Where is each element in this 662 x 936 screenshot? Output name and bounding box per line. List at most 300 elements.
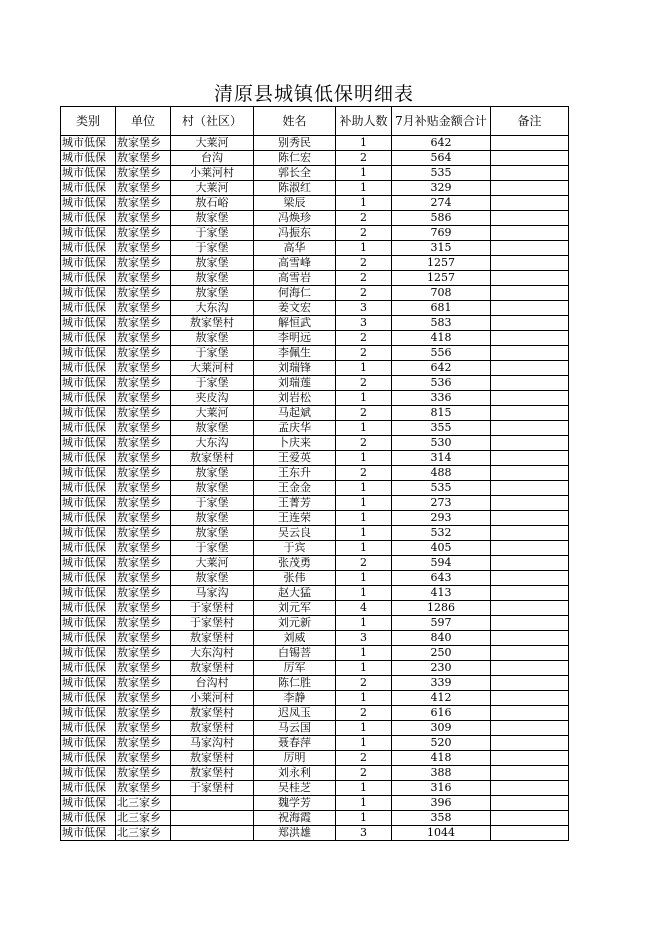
table-row [61, 526, 569, 541]
data-table [60, 106, 569, 841]
cell-remarks [491, 391, 569, 406]
table-row [61, 691, 569, 706]
cell-name: 吴云良 [254, 526, 336, 541]
cell-amount: 586 [392, 211, 491, 226]
cell-count: 1 [336, 811, 392, 826]
cell-name: 王连荣 [254, 511, 336, 526]
cell-name: 孟庆华 [254, 421, 336, 436]
cell-village: 大东沟村 [171, 646, 254, 661]
cell-unit: 敖家堡乡 [116, 226, 171, 241]
cell-unit: 敖家堡乡 [116, 151, 171, 166]
cell-village [171, 811, 254, 826]
cell-count: 3 [336, 316, 392, 331]
cell-name: 厉明 [254, 751, 336, 766]
table-row [61, 616, 569, 631]
cell-unit: 敖家堡乡 [116, 781, 171, 796]
cell-count: 1 [336, 196, 392, 211]
cell-count: 1 [336, 496, 392, 511]
cell-remarks [491, 211, 569, 226]
cell-unit: 敖家堡乡 [116, 466, 171, 481]
cell-village: 马家沟村 [171, 736, 254, 751]
cell-category: 城市低保 [61, 286, 116, 301]
table-row [61, 736, 569, 751]
cell-unit: 敖家堡乡 [116, 541, 171, 556]
cell-category: 城市低保 [61, 451, 116, 466]
cell-remarks [491, 196, 569, 211]
table-row [61, 181, 569, 196]
table-row [61, 751, 569, 766]
cell-unit: 敖家堡乡 [116, 736, 171, 751]
cell-unit: 敖家堡乡 [116, 721, 171, 736]
cell-amount: 418 [392, 751, 491, 766]
cell-unit: 敖家堡乡 [116, 676, 171, 691]
cell-amount: 488 [392, 466, 491, 481]
cell-name: 赵大猛 [254, 586, 336, 601]
cell-remarks [491, 271, 569, 286]
table-row [61, 226, 569, 241]
cell-amount: 412 [392, 691, 491, 706]
cell-remarks [491, 616, 569, 631]
cell-village: 敖家堡村 [171, 721, 254, 736]
cell-amount: 520 [392, 736, 491, 751]
cell-village: 敖家堡村 [171, 451, 254, 466]
cell-remarks [491, 766, 569, 781]
cell-village: 敖家堡村 [171, 706, 254, 721]
cell-remarks [491, 511, 569, 526]
cell-category: 城市低保 [61, 406, 116, 421]
cell-name: 李静 [254, 691, 336, 706]
cell-category: 城市低保 [61, 166, 116, 181]
table-row [61, 406, 569, 421]
table-row [61, 556, 569, 571]
cell-name: 梁辰 [254, 196, 336, 211]
cell-category: 城市低保 [61, 481, 116, 496]
cell-village: 于家堡 [171, 541, 254, 556]
cell-category: 城市低保 [61, 361, 116, 376]
cell-count: 2 [336, 256, 392, 271]
cell-village: 敖家堡 [171, 526, 254, 541]
cell-village: 大东沟 [171, 301, 254, 316]
cell-category: 城市低保 [61, 256, 116, 271]
cell-amount: 535 [392, 481, 491, 496]
cell-amount: 583 [392, 316, 491, 331]
cell-unit: 敖家堡乡 [116, 256, 171, 271]
cell-name: 刘瑞莲 [254, 376, 336, 391]
table-row [61, 826, 569, 841]
cell-unit: 敖家堡乡 [116, 556, 171, 571]
table-row [61, 436, 569, 451]
cell-count: 2 [336, 766, 392, 781]
table-row [61, 811, 569, 826]
cell-name: 高雪岩 [254, 271, 336, 286]
cell-unit: 敖家堡乡 [116, 391, 171, 406]
cell-count: 1 [336, 646, 392, 661]
cell-village: 敖家堡 [171, 481, 254, 496]
cell-count: 4 [336, 601, 392, 616]
cell-count: 1 [336, 136, 392, 151]
cell-name: 陈仁胜 [254, 676, 336, 691]
cell-unit: 敖家堡乡 [116, 496, 171, 511]
cell-unit: 敖家堡乡 [116, 481, 171, 496]
cell-category: 城市低保 [61, 511, 116, 526]
cell-count: 1 [336, 421, 392, 436]
cell-unit: 敖家堡乡 [116, 166, 171, 181]
cell-category: 城市低保 [61, 631, 116, 646]
cell-remarks [491, 571, 569, 586]
cell-count: 2 [336, 406, 392, 421]
cell-village: 小莱河村 [171, 691, 254, 706]
cell-remarks [491, 136, 569, 151]
cell-name: 张茂勇 [254, 556, 336, 571]
cell-name: 郑洪雄 [254, 826, 336, 841]
cell-count: 2 [336, 211, 392, 226]
cell-unit: 敖家堡乡 [116, 136, 171, 151]
cell-remarks [491, 826, 569, 841]
cell-count: 2 [336, 751, 392, 766]
cell-unit: 敖家堡乡 [116, 346, 171, 361]
cell-unit: 敖家堡乡 [116, 661, 171, 676]
cell-count: 1 [336, 586, 392, 601]
cell-unit: 敖家堡乡 [116, 286, 171, 301]
cell-count: 1 [336, 796, 392, 811]
cell-category: 城市低保 [61, 721, 116, 736]
cell-amount: 355 [392, 421, 491, 436]
cell-category: 城市低保 [61, 586, 116, 601]
cell-amount: 642 [392, 361, 491, 376]
table-row [61, 676, 569, 691]
cell-village: 敖家堡村 [171, 316, 254, 331]
cell-unit: 北三家乡 [116, 811, 171, 826]
cell-amount: 815 [392, 406, 491, 421]
table-row [61, 766, 569, 781]
cell-village: 于家堡村 [171, 781, 254, 796]
cell-remarks [491, 361, 569, 376]
cell-name: 迟凤玉 [254, 706, 336, 721]
cell-village: 敖家堡村 [171, 631, 254, 646]
cell-name: 冯振东 [254, 226, 336, 241]
cell-name: 魏学芳 [254, 796, 336, 811]
cell-remarks [491, 181, 569, 196]
cell-count: 1 [336, 451, 392, 466]
cell-amount: 309 [392, 721, 491, 736]
cell-village: 大莱河村 [171, 361, 254, 376]
cell-amount: 418 [392, 331, 491, 346]
cell-village: 敖家堡村 [171, 661, 254, 676]
cell-remarks [491, 811, 569, 826]
table-row [61, 481, 569, 496]
cell-remarks [491, 556, 569, 571]
cell-category: 城市低保 [61, 436, 116, 451]
table-row [61, 151, 569, 166]
cell-unit: 敖家堡乡 [116, 316, 171, 331]
cell-remarks [491, 496, 569, 511]
cell-village: 台沟 [171, 151, 254, 166]
cell-village: 大莱河 [171, 136, 254, 151]
cell-category: 城市低保 [61, 271, 116, 286]
cell-category: 城市低保 [61, 301, 116, 316]
cell-amount: 1286 [392, 601, 491, 616]
cell-name: 刘岩松 [254, 391, 336, 406]
cell-name: 祝海霞 [254, 811, 336, 826]
cell-remarks [491, 796, 569, 811]
cell-amount: 532 [392, 526, 491, 541]
cell-unit: 敖家堡乡 [116, 511, 171, 526]
cell-unit: 敖家堡乡 [116, 526, 171, 541]
table-row [61, 166, 569, 181]
cell-amount: 314 [392, 451, 491, 466]
cell-remarks [491, 286, 569, 301]
cell-remarks [491, 631, 569, 646]
cell-amount: 388 [392, 766, 491, 781]
cell-village: 大莱河 [171, 556, 254, 571]
table-row [61, 301, 569, 316]
cell-count: 1 [336, 541, 392, 556]
cell-name: 刘元新 [254, 616, 336, 631]
cell-name: 吴桂芝 [254, 781, 336, 796]
cell-unit: 敖家堡乡 [116, 211, 171, 226]
cell-name: 王东升 [254, 466, 336, 481]
cell-unit: 敖家堡乡 [116, 406, 171, 421]
cell-unit: 敖家堡乡 [116, 691, 171, 706]
cell-count: 1 [336, 661, 392, 676]
cell-name: 马云国 [254, 721, 336, 736]
cell-category: 城市低保 [61, 571, 116, 586]
cell-village: 敖家堡 [171, 571, 254, 586]
table-row [61, 136, 569, 151]
cell-name: 解恒武 [254, 316, 336, 331]
table-row [61, 316, 569, 331]
cell-remarks [491, 166, 569, 181]
cell-count: 1 [336, 481, 392, 496]
cell-name: 何海仁 [254, 286, 336, 301]
cell-amount: 336 [392, 391, 491, 406]
cell-village: 敖家堡 [171, 421, 254, 436]
cell-count: 2 [336, 376, 392, 391]
cell-category: 城市低保 [61, 796, 116, 811]
cell-village: 敖家堡 [171, 211, 254, 226]
cell-village: 敖家堡 [171, 286, 254, 301]
cell-count: 1 [336, 571, 392, 586]
cell-village: 于家堡 [171, 226, 254, 241]
cell-unit: 敖家堡乡 [116, 331, 171, 346]
cell-amount: 769 [392, 226, 491, 241]
cell-count: 1 [336, 181, 392, 196]
cell-village: 于家堡 [171, 241, 254, 256]
cell-remarks [491, 256, 569, 271]
cell-remarks [491, 226, 569, 241]
cell-amount: 536 [392, 376, 491, 391]
cell-name: 刘瑞锋 [254, 361, 336, 376]
table-row [61, 781, 569, 796]
cell-category: 城市低保 [61, 211, 116, 226]
cell-village: 于家堡村 [171, 601, 254, 616]
cell-unit: 敖家堡乡 [116, 301, 171, 316]
cell-count: 3 [336, 826, 392, 841]
cell-category: 城市低保 [61, 151, 116, 166]
cell-village: 大莱河 [171, 181, 254, 196]
cell-category: 城市低保 [61, 181, 116, 196]
cell-unit: 北三家乡 [116, 796, 171, 811]
cell-amount: 564 [392, 151, 491, 166]
cell-amount: 642 [392, 136, 491, 151]
cell-remarks [491, 751, 569, 766]
cell-count: 2 [336, 346, 392, 361]
cell-count: 2 [336, 226, 392, 241]
cell-category: 城市低保 [61, 601, 116, 616]
cell-remarks [491, 691, 569, 706]
cell-category: 城市低保 [61, 781, 116, 796]
cell-count: 1 [336, 511, 392, 526]
cell-unit: 敖家堡乡 [116, 451, 171, 466]
cell-unit: 敖家堡乡 [116, 571, 171, 586]
cell-remarks [491, 301, 569, 316]
cell-remarks [491, 661, 569, 676]
cell-unit: 敖家堡乡 [116, 361, 171, 376]
table-row [61, 451, 569, 466]
cell-name: 刘元军 [254, 601, 336, 616]
cell-unit: 敖家堡乡 [116, 241, 171, 256]
cell-amount: 396 [392, 796, 491, 811]
cell-remarks [491, 316, 569, 331]
cell-category: 城市低保 [61, 766, 116, 781]
table-body [61, 136, 569, 841]
cell-count: 1 [336, 691, 392, 706]
cell-amount: 1257 [392, 256, 491, 271]
header-amount: 7月补贴金额合计 [392, 107, 491, 136]
cell-village: 于家堡 [171, 376, 254, 391]
table-row [61, 661, 569, 676]
cell-village: 敖家堡村 [171, 751, 254, 766]
cell-count: 2 [336, 436, 392, 451]
cell-amount: 230 [392, 661, 491, 676]
cell-unit: 敖家堡乡 [116, 766, 171, 781]
cell-category: 城市低保 [61, 316, 116, 331]
cell-name: 于宾 [254, 541, 336, 556]
cell-name: 马起斌 [254, 406, 336, 421]
cell-category: 城市低保 [61, 736, 116, 751]
cell-amount: 708 [392, 286, 491, 301]
cell-amount: 250 [392, 646, 491, 661]
cell-name: 李明远 [254, 331, 336, 346]
header-count: 补助人数 [336, 107, 392, 136]
cell-count: 1 [336, 391, 392, 406]
cell-remarks [491, 706, 569, 721]
cell-unit: 敖家堡乡 [116, 271, 171, 286]
cell-amount: 316 [392, 781, 491, 796]
cell-village: 夹皮沟 [171, 391, 254, 406]
cell-category: 城市低保 [61, 811, 116, 826]
cell-name: 李佩生 [254, 346, 336, 361]
cell-amount: 1044 [392, 826, 491, 841]
cell-count: 2 [336, 151, 392, 166]
cell-amount: 840 [392, 631, 491, 646]
cell-name: 刘威 [254, 631, 336, 646]
cell-remarks [491, 331, 569, 346]
table-row [61, 196, 569, 211]
cell-name: 高华 [254, 241, 336, 256]
cell-name: 姜文宏 [254, 301, 336, 316]
header-category: 类别 [61, 107, 116, 136]
header-name: 姓名 [254, 107, 336, 136]
cell-name: 聂春萍 [254, 736, 336, 751]
cell-count: 2 [336, 331, 392, 346]
cell-category: 城市低保 [61, 616, 116, 631]
cell-remarks [491, 421, 569, 436]
cell-remarks [491, 676, 569, 691]
cell-category: 城市低保 [61, 346, 116, 361]
cell-amount: 1257 [392, 271, 491, 286]
table-row [61, 211, 569, 226]
cell-name: 王菁芳 [254, 496, 336, 511]
header-village: 村（社区） [171, 107, 254, 136]
cell-name: 厉军 [254, 661, 336, 676]
cell-village: 敖家堡 [171, 256, 254, 271]
cell-amount: 405 [392, 541, 491, 556]
cell-unit: 敖家堡乡 [116, 376, 171, 391]
table-row [61, 631, 569, 646]
table-row [61, 241, 569, 256]
cell-amount: 681 [392, 301, 491, 316]
cell-unit: 敖家堡乡 [116, 421, 171, 436]
cell-remarks [491, 526, 569, 541]
cell-amount: 535 [392, 166, 491, 181]
cell-remarks [491, 451, 569, 466]
table-row [61, 346, 569, 361]
cell-amount: 329 [392, 181, 491, 196]
cell-name: 卜庆来 [254, 436, 336, 451]
header-unit: 单位 [116, 107, 171, 136]
cell-amount: 315 [392, 241, 491, 256]
cell-amount: 643 [392, 571, 491, 586]
cell-village: 敖石峪 [171, 196, 254, 211]
cell-village: 于家堡村 [171, 616, 254, 631]
table-row [61, 361, 569, 376]
cell-category: 城市低保 [61, 136, 116, 151]
cell-count: 1 [336, 781, 392, 796]
cell-count: 2 [336, 286, 392, 301]
cell-village: 台沟村 [171, 676, 254, 691]
cell-name: 白锡菩 [254, 646, 336, 661]
cell-amount: 358 [392, 811, 491, 826]
cell-count: 1 [336, 241, 392, 256]
cell-name: 冯焕珍 [254, 211, 336, 226]
cell-remarks [491, 541, 569, 556]
cell-remarks [491, 346, 569, 361]
cell-unit: 敖家堡乡 [116, 616, 171, 631]
cell-village: 小莱河村 [171, 166, 254, 181]
cell-village: 大莱河 [171, 406, 254, 421]
cell-count: 2 [336, 556, 392, 571]
cell-category: 城市低保 [61, 556, 116, 571]
cell-unit: 敖家堡乡 [116, 586, 171, 601]
cell-unit: 敖家堡乡 [116, 436, 171, 451]
table-row [61, 271, 569, 286]
page-title: 清原县城镇低保明细表 [213, 83, 414, 105]
cell-category: 城市低保 [61, 646, 116, 661]
cell-village: 大东沟 [171, 436, 254, 451]
cell-remarks [491, 721, 569, 736]
cell-category: 城市低保 [61, 466, 116, 481]
cell-village: 马家沟 [171, 586, 254, 601]
cell-count: 1 [336, 361, 392, 376]
cell-village: 于家堡 [171, 496, 254, 511]
cell-village: 敖家堡 [171, 466, 254, 481]
cell-name: 别秀民 [254, 136, 336, 151]
cell-village [171, 826, 254, 841]
cell-amount: 293 [392, 511, 491, 526]
cell-category: 城市低保 [61, 676, 116, 691]
cell-unit: 敖家堡乡 [116, 181, 171, 196]
